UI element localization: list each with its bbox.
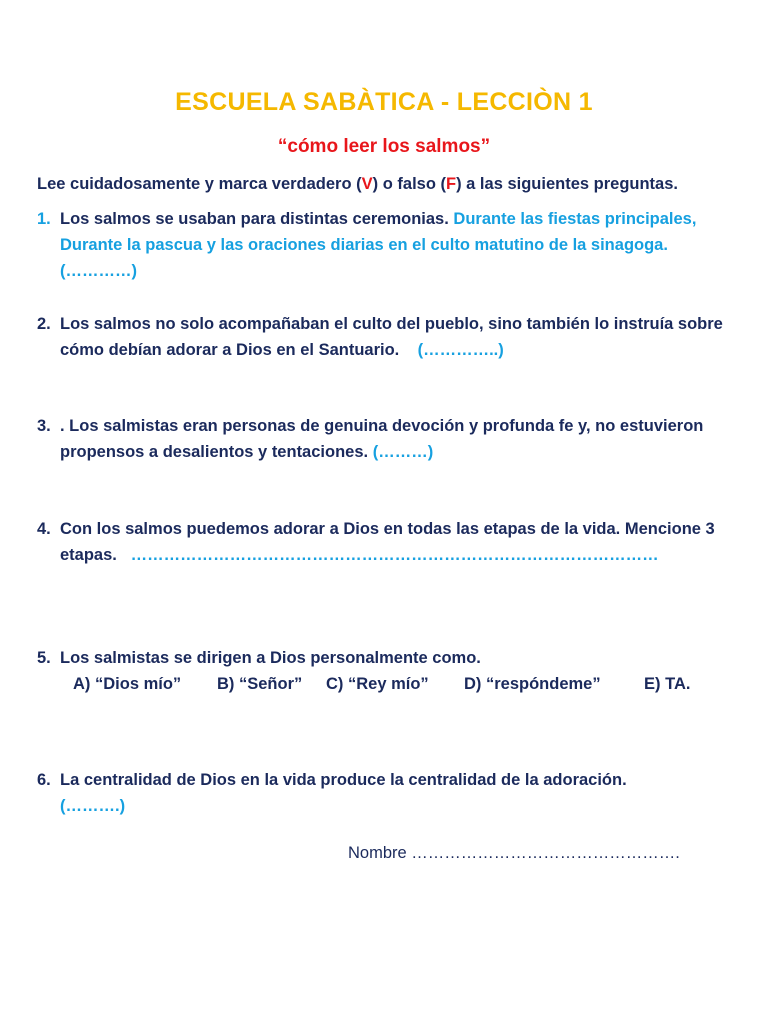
question-6 — [37, 767, 737, 819]
instructions-text-2: ) o falso ( — [372, 175, 446, 193]
page-subtitle: “cómo leer los salmos” — [277, 136, 491, 157]
answer-blank[interactable]: (……….) — [60, 797, 126, 815]
question-number: 3. — [37, 417, 51, 435]
question-2 — [37, 311, 737, 363]
instructions — [37, 175, 757, 194]
false-marker: F — [446, 175, 457, 193]
question-highlight: Durante las fiestas principales, Durante la pascua y las oraciones diarias en el culto matutino de la sinagoga. (…………) — [60, 210, 697, 280]
question-number: 2. — [37, 315, 51, 333]
option-e[interactable]: E) TA. — [644, 675, 691, 693]
question-text: Con los salmos puedemos adorar a Dios en todas las etapas de la vida. Mencione 3 etapas. — [60, 520, 715, 564]
question-1 — [37, 206, 737, 284]
answer-blank[interactable]: …………………………………………………………………………………… — [130, 546, 659, 564]
answer-blank[interactable]: (…………..) — [417, 341, 504, 359]
name-field[interactable]: Nombre …………………………………………. — [348, 844, 680, 862]
instructions-text-3: ) a las siguientes preguntas. — [456, 175, 678, 193]
answer-blank[interactable]: (………) — [372, 443, 434, 461]
option-c[interactable]: C) “Rey mío” — [326, 675, 429, 693]
page-title: ESCUELA SABÀTICA - LECCIÒN 1 — [175, 88, 593, 116]
question-text: Los salmistas se dirigen a Dios personalmente como. — [60, 649, 481, 667]
option-a[interactable]: A) “Dios mío” — [73, 675, 182, 693]
question-number: 1. — [37, 210, 51, 228]
instructions-text-1: Lee cuidadosamente y marca verdadero ( — [37, 175, 362, 193]
question-number: 4. — [37, 520, 51, 538]
question-number: 6. — [37, 771, 51, 789]
option-b[interactable]: B) “Señor” — [217, 675, 303, 693]
question-4 — [37, 516, 737, 568]
true-marker: V — [361, 175, 373, 193]
question-text: Los salmos no solo acompañaban el culto del pueblo, sino también lo instruía sobre cómo debían adorar a Dios en el Santuario. — [60, 315, 723, 359]
question-5 — [37, 645, 737, 697]
question-3 — [37, 413, 737, 465]
question-text: . Los salmistas eran personas de genuina devoción y profunda fe y, no estuvieron propensos a desalientos y tentaciones. — [60, 417, 704, 461]
question-text: Los salmos se usaban para distintas ceremonias. — [60, 210, 449, 228]
question-text: La centralidad de Dios en la vida produce la centralidad de la adoración. — [60, 771, 627, 789]
answer-options — [73, 671, 737, 697]
option-d[interactable]: D) “respóndeme” — [464, 675, 601, 693]
question-number: 5. — [37, 649, 51, 667]
